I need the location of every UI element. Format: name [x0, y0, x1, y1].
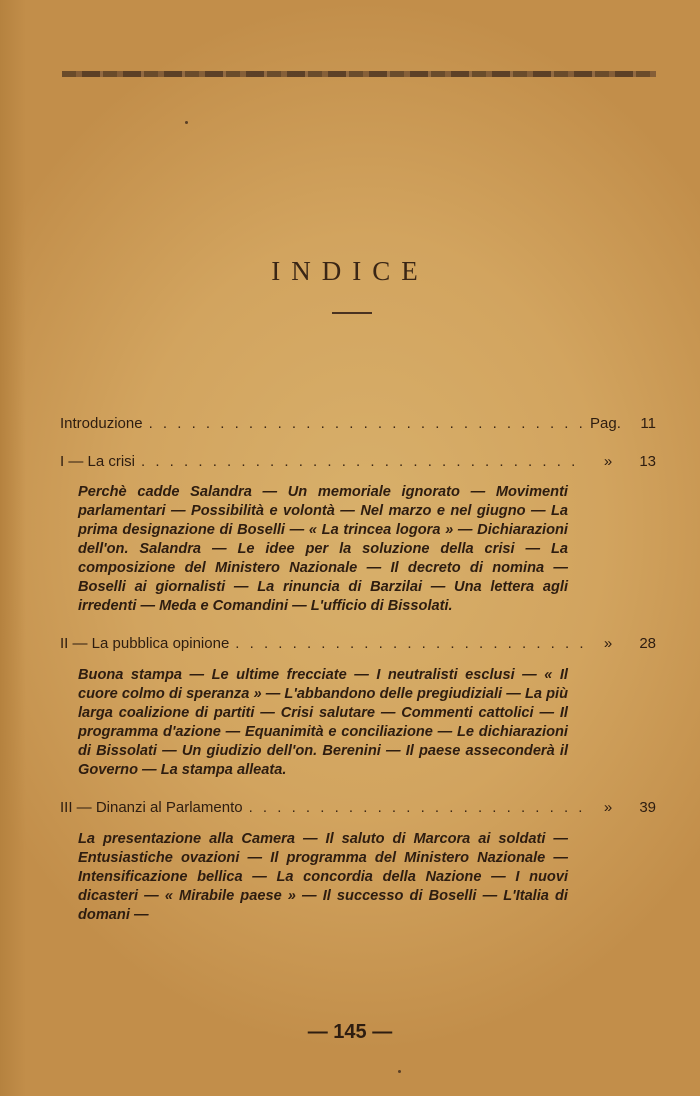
page-folio: — 145 — — [307, 1021, 393, 1043]
top-ornamental-rule — [62, 71, 656, 77]
page-prefix: » — [603, 635, 613, 652]
dot-leader — [141, 452, 584, 472]
page-number: 39 — [639, 799, 656, 816]
table-of-contents — [60, 414, 656, 925]
dot-leader — [249, 798, 584, 818]
toc-entry-row — [60, 634, 656, 654]
toc-entry-chapter-2 — [60, 634, 656, 780]
dot-leader — [149, 414, 584, 434]
page-number: 11 — [640, 415, 656, 432]
toc-entry-chapter-3 — [60, 798, 656, 925]
page-prefix: » — [603, 799, 613, 816]
dot-leader — [235, 634, 584, 654]
chapter-summary: Perchè cadde Salandra — Un memoriale ignorato — Movimenti parlamentari — Possibilità e volontà — Nel marzo e nel giugno — La prima designazione di Boselli — « La trincea logora » — Dichiarazioni dell'on. Salandra — Le idee per la soluzione della crisi — La composizione del Ministero Nazionale — Il decreto di nomina — Boselli ai giornalisti — La rinuncia di Barzilai — Una lettera agli irredenti — Meda e Comandini — L'ufficio di Bissolati. — [78, 484, 568, 614]
toc-entry-title: III — Dinanzi al Parlamento — [60, 799, 243, 816]
page-number: 28 — [639, 635, 656, 652]
toc-entry-title: Introduzione — [60, 415, 143, 432]
toc-entry-row — [60, 452, 656, 472]
ink-speck — [185, 121, 188, 124]
toc-entry-title: II — La pubblica opinione — [60, 635, 230, 652]
ink-speck — [398, 1070, 401, 1073]
toc-entry-row — [60, 414, 656, 434]
page-prefix: » — [603, 453, 613, 470]
page-edge-shadow — [0, 0, 26, 1096]
toc-entry-chapter-1 — [60, 452, 656, 616]
title-underline — [332, 312, 372, 314]
page-prefix: Pag. — [590, 415, 621, 432]
toc-entry-row — [60, 798, 656, 818]
chapter-summary: La presentazione alla Camera — Il saluto di Marcora ai soldati — Entusiastiche ovazioni — Il programma del Ministero Nazionale — Intensificazione bellica — La concordia della Nazione — I nuovi dicasteri — « Mirabile paese » — Il successo di Boselli — L'Italia di domani — — [78, 831, 568, 923]
chapter-summary: Buona stampa — Le ultime frecciate — I neutralisti esclusi — « Il cuore colmo di speranza » — L'abbandono delle pregiudiziali — La più larga coalizione di partiti — Crisi salutare — Commenti cattolici — Il programma d'azione — Equanimità e conciliazione — Le dichiarazioni di Bissolati — Un giudizio dell'on. Berenini — Il paese asseconderà il Governo — La stampa alleata. — [78, 667, 568, 778]
toc-entry-title: I — La crisi — [60, 453, 136, 470]
page-title: INDICE — [271, 256, 429, 286]
page-number: 13 — [639, 453, 656, 470]
toc-entry-introduzione — [60, 414, 656, 434]
